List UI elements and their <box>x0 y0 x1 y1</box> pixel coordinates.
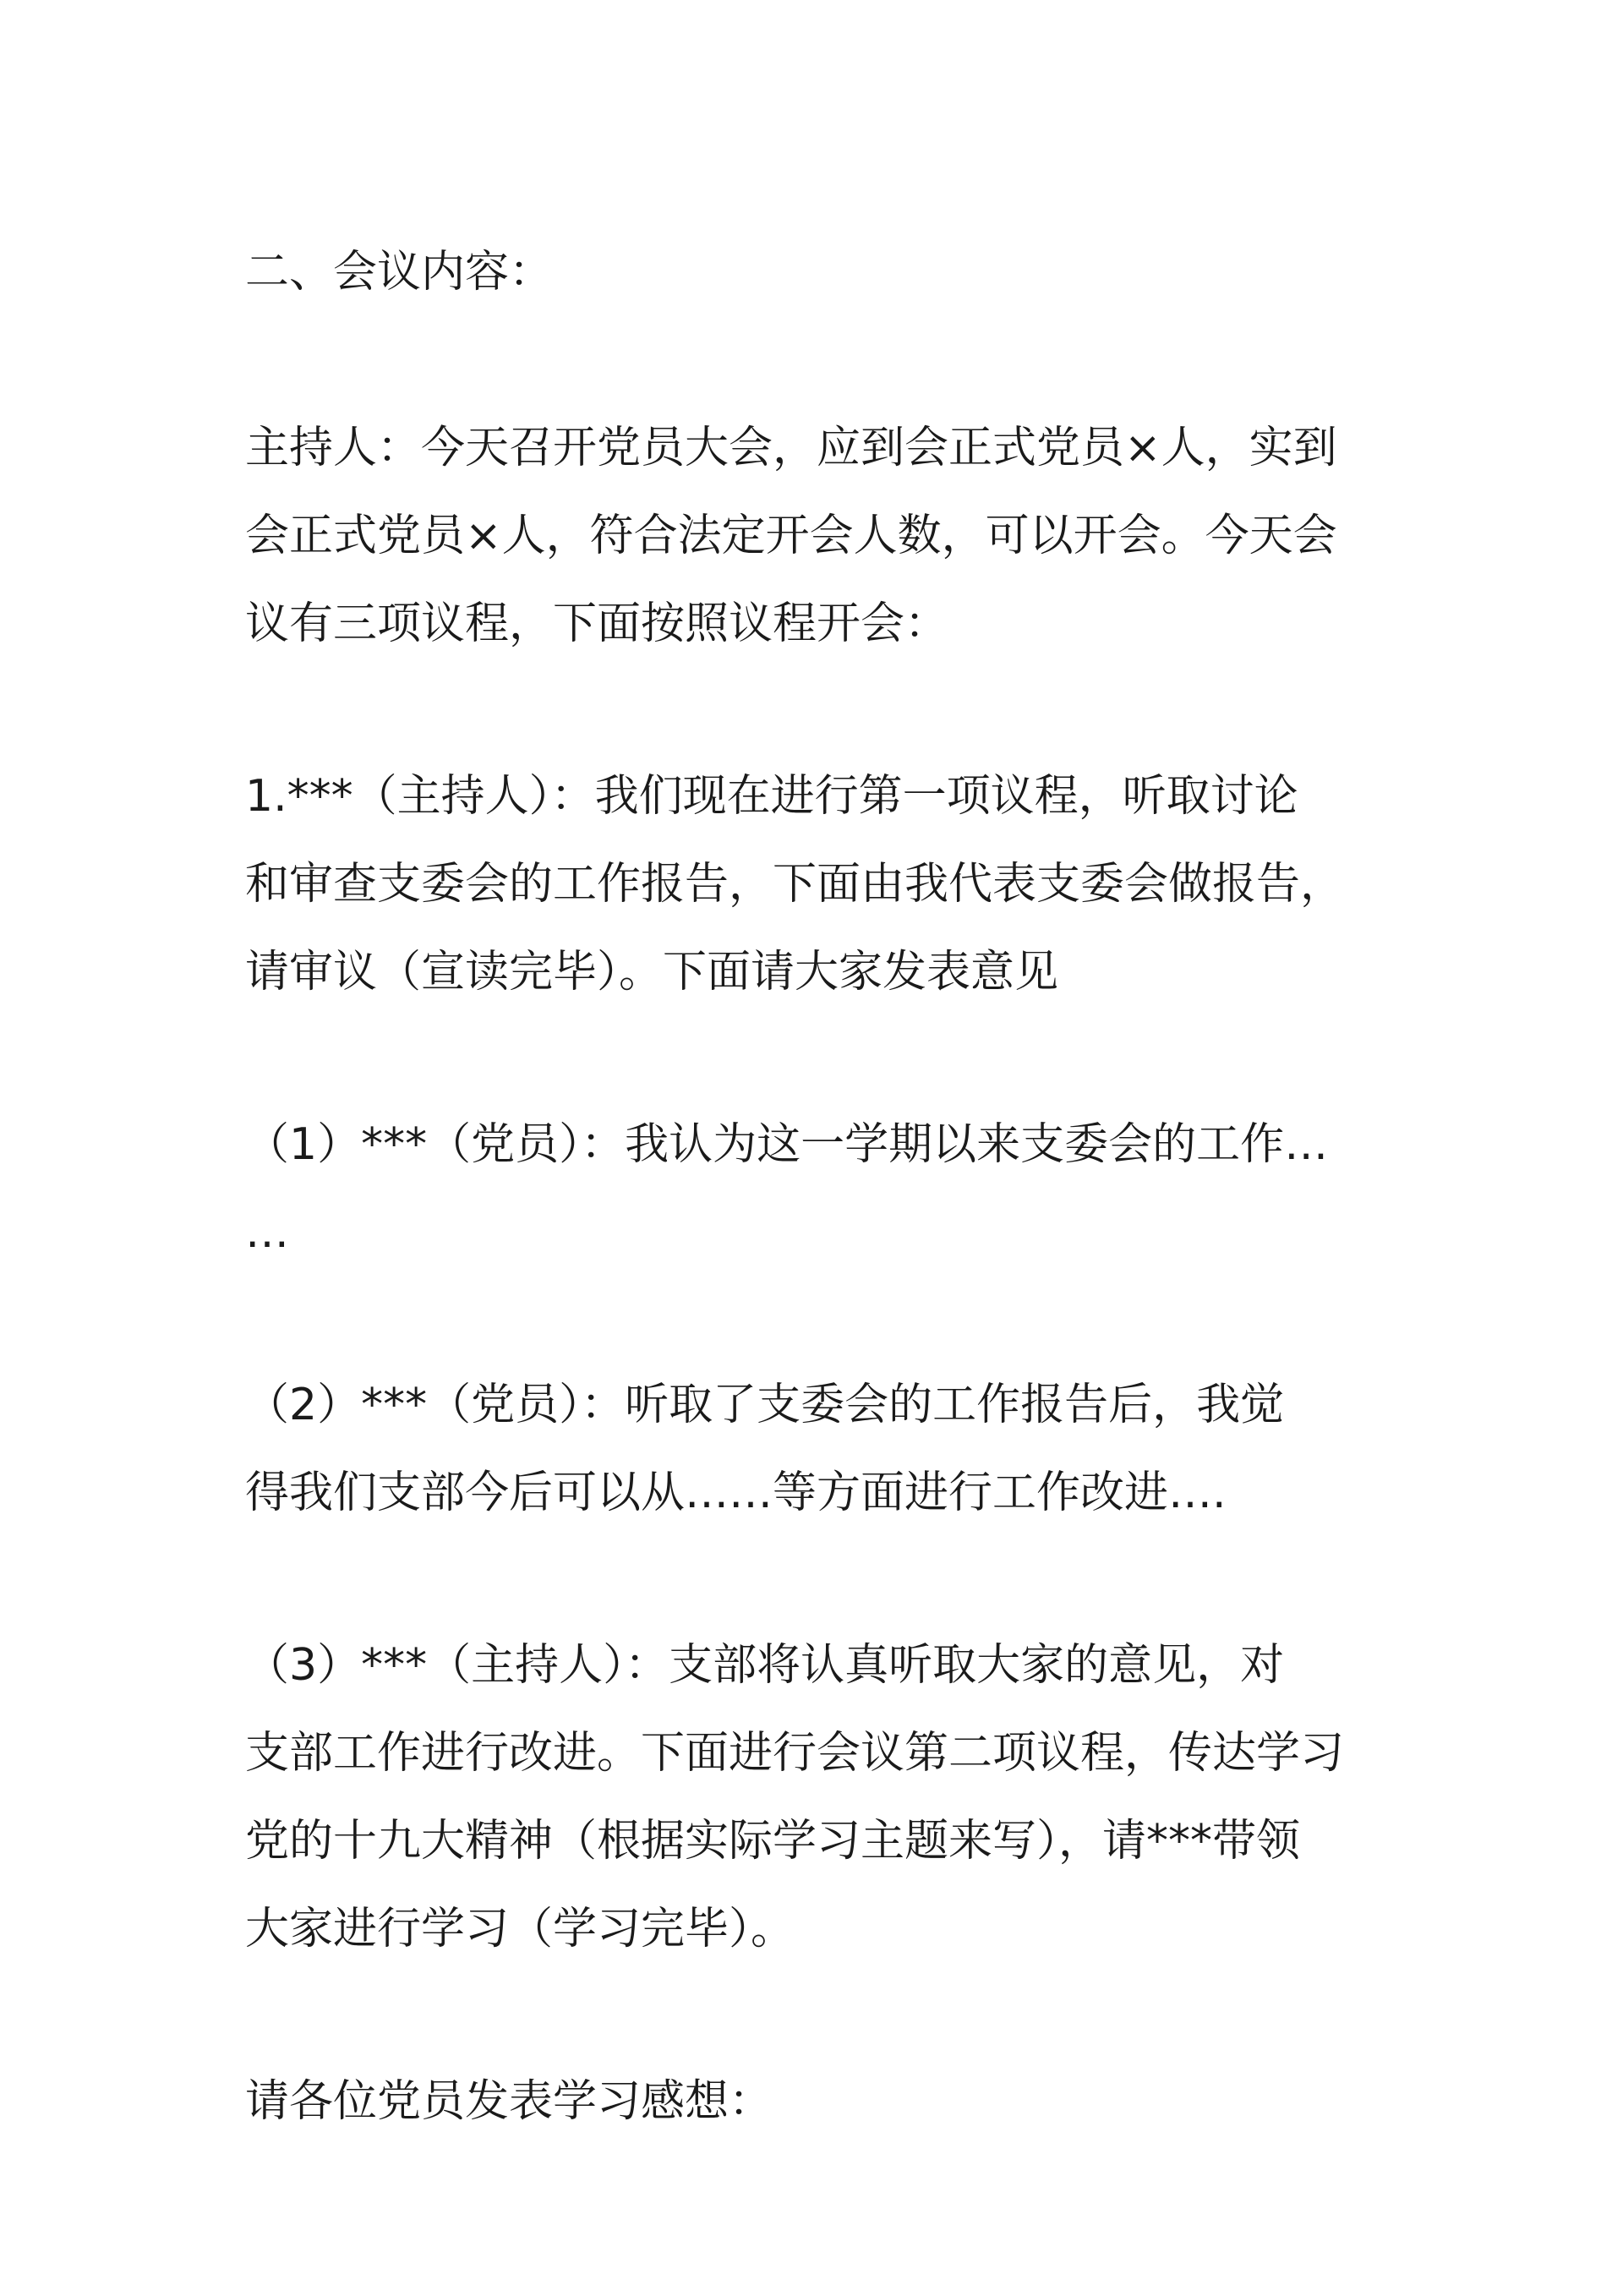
text-line: 得我们支部今后可以从……等方面进行工作改进…. <box>245 1468 1227 1518</box>
text-line: 二、会议内容： <box>245 247 554 298</box>
text-line: 议有三项议程，下面按照议程开会： <box>245 599 949 649</box>
text-line: 支部工作进行改进。下面进行会议第二项议程，传达学习 <box>245 1728 1345 1779</box>
text-line: 会正式党员×人，符合法定开会人数，可以开会。今天会 <box>245 511 1337 561</box>
document-page <box>245 228 1386 2146</box>
text-line: 主持人：今天召开党员大会，应到会正式党员×人，实到 <box>245 423 1337 473</box>
agenda-subitem-3 <box>245 1621 1386 1973</box>
text-line: （2）***（党员）：听取了支委会的工作报告后，我觉 <box>245 1380 1285 1430</box>
text-line: … <box>245 1207 289 1258</box>
text-line: （1）***（党员）：我认为这一学期以来支委会的工作… <box>245 1119 1329 1170</box>
text-line: 1.***（主持人）：我们现在进行第一项议程，听取讨论 <box>245 771 1298 822</box>
text-line: 大家进行学习（学习完毕）。 <box>245 1904 795 1954</box>
host-intro-paragraph <box>245 404 1386 668</box>
agenda-item-1 <box>245 752 1386 1016</box>
closing-prompt <box>245 2058 1386 2146</box>
text-line: 请各位党员发表学习感想： <box>245 2076 773 2127</box>
text-line: 请审议（宣读完毕）。下面请大家发表意见 <box>245 947 1059 998</box>
text-line: 和审查支委会的工作报告，下面由我代表支委会做报告， <box>245 859 1345 910</box>
text-line: （3）***（主持人）：支部将认真听取大家的意见，对 <box>245 1640 1285 1691</box>
text-line: 党的十九大精神（根据实际学习主题来写），请***带领 <box>245 1816 1301 1867</box>
section-heading <box>245 228 1386 316</box>
agenda-subitem-2 <box>245 1361 1386 1537</box>
agenda-subitem-1 <box>245 1101 1386 1276</box>
